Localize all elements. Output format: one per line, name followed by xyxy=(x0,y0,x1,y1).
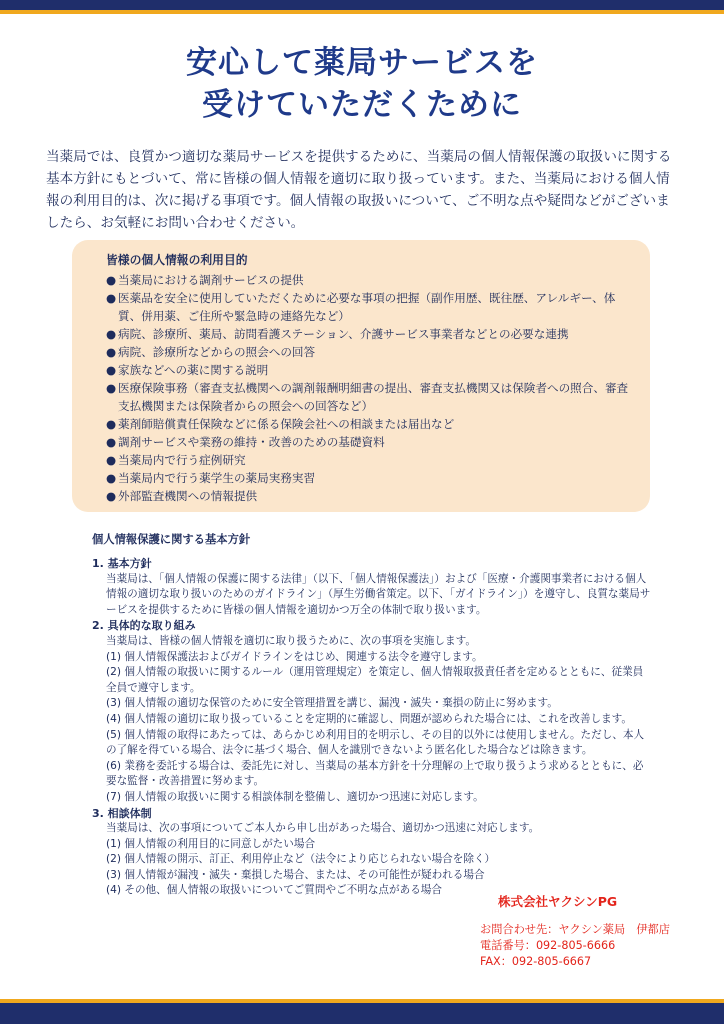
bottom-navy-stripe xyxy=(0,1003,724,1024)
bullet-icon: ● xyxy=(106,435,117,449)
initiative-item: (7) 個人情報の取扱いに関する相談体制を整備し、適切かつ迅速に対応します。 xyxy=(106,790,484,803)
section-body-basic-policy: 当薬局は、「個人情報の保護に関する法律」（以下、「個人情報保護法」）および「医療・介護関事業者における個人情報の適切な取り扱いのためのガイドライン」（厚生労働省策定。以下、「ガイドライン」）を遵守し、良質な薬局サービスを提供するために皆様の個人情報を適切かつ万全の体制で取り扱います。 xyxy=(106,572,651,616)
purpose-item xyxy=(106,343,630,361)
bottom-decorative-band xyxy=(0,999,724,1024)
purpose-item xyxy=(106,415,630,433)
purpose-item xyxy=(106,379,630,415)
purpose-item xyxy=(106,289,630,325)
initiative-item: (4) 個人情報の適切に取り扱っていることを定期的に確認し、問題が認められた場合には、これを改善します。 xyxy=(106,712,633,725)
bullet-icon: ● xyxy=(106,273,117,287)
consultation-item: (2) 個人情報の開示、訂正、利用停止など（法令により応じられない場合を除く） xyxy=(106,853,496,866)
purpose-item-text: 当薬局内で行う症例研究 xyxy=(118,453,246,467)
company-name: 株式会社ヤクシンPG xyxy=(498,894,618,909)
section-body-consultation: 当薬局は、次の事項についてご本人から申し出があった場合、適切かつ迅速に対応します。 xyxy=(106,822,540,835)
consultation-item: (1) 個人情報の利用目的に同意しがたい場合 xyxy=(106,837,316,850)
bullet-icon: ● xyxy=(106,453,117,467)
contact-line-fax: FAX：092-805-6667 xyxy=(480,954,592,968)
policy-title: 個人情報保護に関する基本方針 xyxy=(92,533,251,546)
purpose-item-text: 外部監査機関への情報提供 xyxy=(118,489,258,503)
bullet-icon: ● xyxy=(106,489,117,503)
page-title xyxy=(0,42,724,126)
purpose-item-text: 医療保険事務（審査支払機関への調剤報酬明細書の提出、審査支払機関又は保険者への照合、審査支払機関または保険者からの照会への回答など） xyxy=(118,381,629,413)
bullet-icon: ● xyxy=(106,345,117,359)
initiative-item: (1) 個人情報保護法およびガイドラインをはじめ、関連する法令を遵守します。 xyxy=(106,650,483,663)
purpose-item-text: 薬剤師賠償責任保険などに係る保険会社への相談または届出など xyxy=(118,417,455,431)
initiative-item: (2) 個人情報の取扱いに関するルール（運用管理規定）を策定し、個人情報取扱責任者を定めるとともに、従業員全員で遵守します。 xyxy=(106,666,644,694)
purpose-item xyxy=(106,271,630,289)
purpose-item-text: 病院、診療所、薬局、訪問看護ステーション、介護サービス事業者などとの必要な連携 xyxy=(118,327,569,341)
purpose-box xyxy=(72,240,650,512)
purpose-item-text: 当薬局内で行う薬学生の薬局実務実習 xyxy=(118,471,316,485)
section-heading-initiatives: 2. 具体的な取り組み xyxy=(92,619,196,633)
top-gold-stripe xyxy=(0,10,724,14)
top-navy-stripe xyxy=(0,0,724,10)
intro-paragraph: 当薬局では、良質かつ適切な薬局サービスを提供するために、当薬局の個人情報保護の取扱いに関する基本方針にもとづいて、常に皆様の個人情報を適切に取り扱っています。また、当薬局における個人情報の利用目的は、次に掲げる事項です。個人情報の取扱いについて、ご不明な点や疑問などがございましたら、お気軽にお問い合わせください。 xyxy=(46,149,672,231)
bullet-icon: ● xyxy=(106,471,117,485)
contact-line-store: お問合わせ先：ヤクシン薬局 伊都店 xyxy=(480,923,670,936)
bullet-icon: ● xyxy=(106,417,117,431)
purpose-item xyxy=(106,433,630,451)
purpose-item-text: 家族などへの薬に関する説明 xyxy=(118,363,269,377)
bullet-icon: ● xyxy=(106,381,117,395)
purpose-item-text: 病院、診療所などからの照会への回答 xyxy=(118,345,316,359)
contact-info xyxy=(480,922,710,969)
purpose-item xyxy=(106,451,630,469)
bullet-icon: ● xyxy=(106,327,117,341)
initiative-item: (5) 個人情報の取得にあたっては、あらかじめ利用目的を明示し、その目的以外には使用しません。ただし、本人の了解を得ている場合、法令に基づく場合、個人を識別できないよう匿名化した場合などは除きます。 xyxy=(106,728,645,757)
page-title-line1: 安心して薬局サービスを xyxy=(186,45,538,81)
section-heading-consultation: 3. 相談体制 xyxy=(92,806,152,820)
privacy-policy-section xyxy=(92,532,652,899)
purpose-item-text: 調剤サービスや業務の維持・改善のための基礎資料 xyxy=(118,435,385,449)
contact-line-phone: 電話番号：092-805-6666 xyxy=(480,938,616,952)
consultation-item: (3) 個人情報が漏洩・滅失・棄損した場合、または、その可能性が疑われる場合 xyxy=(106,868,485,881)
initiative-item: (3) 個人情報の適切な保管のために安全管理措置を講じ、漏洩・滅失・棄損の防止に努めます。 xyxy=(106,697,558,710)
purpose-item-text: 当薬局における調剤サービスの提供 xyxy=(118,273,304,287)
initiative-item: (6) 業務を委託する場合は、委託先に対し、当薬局の基本方針を十分理解の上で取り扱うよう求めるとともに、必要な監督・改善措置に努めます。 xyxy=(106,759,644,788)
top-decorative-band xyxy=(0,0,724,14)
bullet-icon: ● xyxy=(106,291,117,305)
purpose-item xyxy=(106,325,630,343)
consultation-item: (4) その他、個人情報の取扱いについてご質問やご不明な点がある場合 xyxy=(106,884,442,897)
purpose-item-text: 医薬品を安全に使用していただくために必要な事項の把握（副作用歴、既往歴、アレルギー、体質、併用薬、ご住所や緊急時の連絡先など） xyxy=(118,291,616,323)
purpose-title: 皆様の個人情報の利用目的 xyxy=(106,253,248,267)
purpose-item xyxy=(106,487,630,505)
bullet-icon: ● xyxy=(106,363,117,377)
purpose-item xyxy=(106,361,630,379)
purpose-item xyxy=(106,469,630,487)
section-heading-basic-policy: 1. 基本方針 xyxy=(92,557,152,570)
page-title-line2: 受けていただくために xyxy=(202,87,522,123)
section-body-initiatives: 当薬局は、皆様の個人情報を適切に取り扱うために、次の事項を実施します。 xyxy=(106,634,476,647)
